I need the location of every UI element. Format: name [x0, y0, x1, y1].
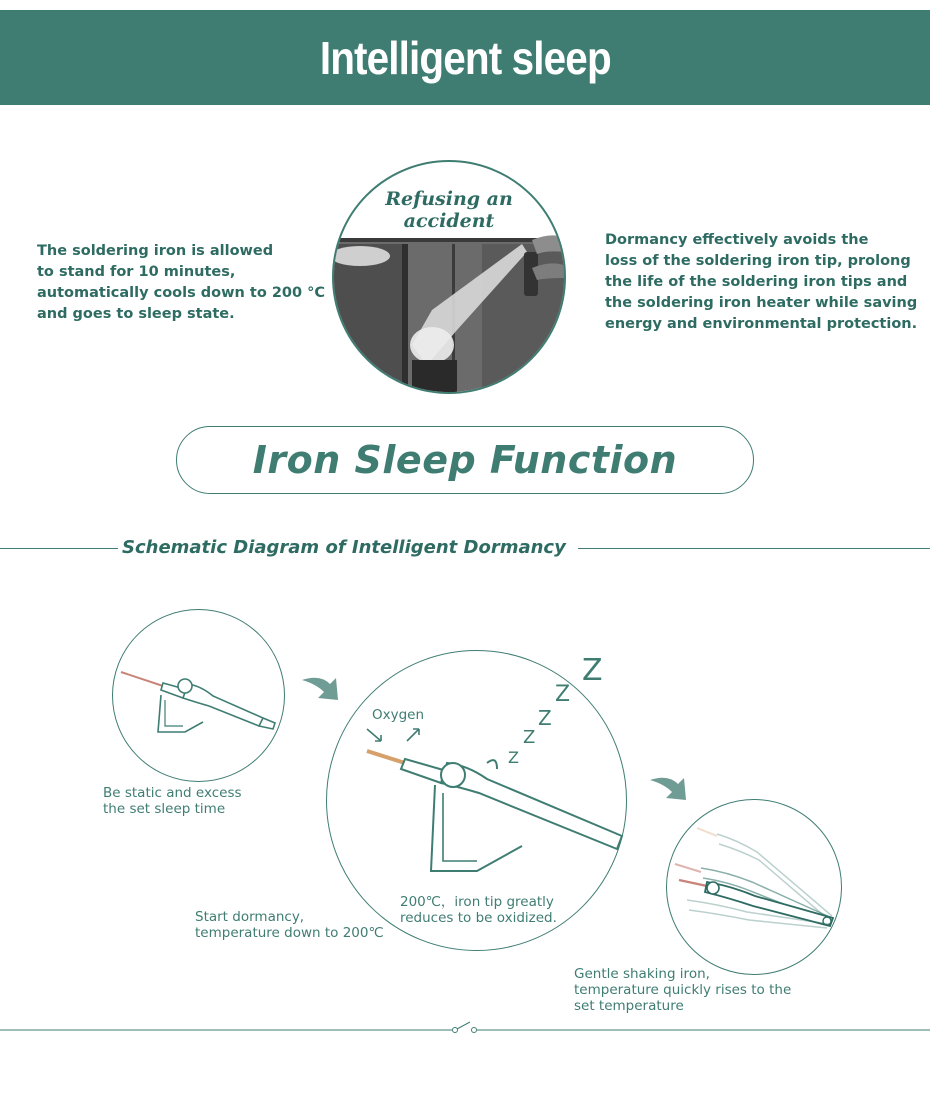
bottom-switch-line — [0, 1020, 930, 1040]
photo-caption: Refusing an accident — [385, 188, 513, 232]
schematic-heading — [0, 535, 930, 563]
step1-circle — [112, 609, 285, 782]
intro-right-text: Dormancy effectively avoids the loss of the soldering iron tip, prolong the life of the soldering iron tips and the soldering iron heater while saving energy and environmental protection. — [605, 232, 918, 332]
zzz-1: Z — [508, 748, 519, 767]
tip-note: 200℃，iron tip greatly reduces to be oxidized. — [400, 894, 557, 926]
header-banner — [0, 10, 930, 105]
step2-circle — [326, 650, 627, 951]
intro-left-text: The soldering iron is allowed to stand for 10 minutes, automatically cools down to 200 °C and goes to sleep state. — [37, 243, 326, 322]
step3-label: Gentle shaking iron, temperature quickly rises to the set temperature — [574, 966, 792, 1014]
accident-photo — [332, 160, 566, 394]
arrow-right-icon — [648, 770, 692, 804]
zzz-5: Z — [582, 653, 603, 688]
divider-right — [578, 548, 930, 549]
zzz-3: Z — [538, 706, 552, 730]
static-iron-icon — [113, 610, 286, 783]
feature-title-pill — [176, 426, 754, 494]
step1-label: Be static and excess the set sleep time — [103, 785, 242, 817]
divider-left — [0, 548, 118, 549]
zzz-2: Z — [523, 727, 536, 748]
page-title: Intelligent sleep — [319, 31, 611, 84]
step2-label: Start dormancy, temperature down to 200℃ — [195, 909, 384, 941]
step3-circle — [666, 799, 842, 975]
feature-title: Iron Sleep Function — [252, 438, 678, 482]
shaking-iron-icon — [667, 800, 843, 976]
zzz-4: Z — [555, 682, 571, 707]
schematic-title: Schematic Diagram of Intelligent Dormancy — [122, 537, 566, 558]
oxygen-label: Oxygen — [372, 707, 425, 723]
